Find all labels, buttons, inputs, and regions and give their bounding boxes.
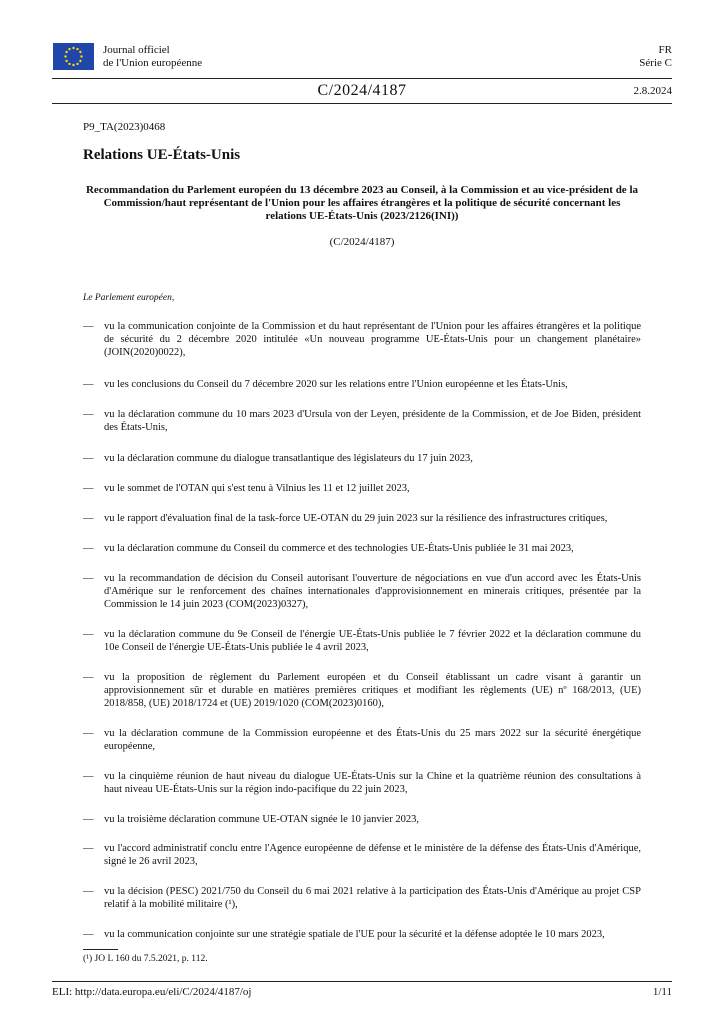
citation-item: — vu la déclaration commune du Conseil du commerce et des technologies UE-États-Unis publiée le 31 mai 2023,	[83, 543, 574, 554]
citation-item: — vu la communication conjointe sur une stratégie spatiale de l'UE pour la sécurité et la défense adoptée le 10 mars 2023,	[83, 929, 605, 940]
document-subtitle: Recommandation du Parlement européen du 13 décembre 2023 au Conseil, à la Commission et au vice-président de la Commission/haut représentant de l'Union pour les affaires étrangères et la politique de sécurité concernant les relations UE-États-Unis (2023/2126(INI))	[85, 184, 638, 222]
header-divider-bottom	[52, 103, 672, 104]
eli-link[interactable]: ELI: http://data.europa.eu/eli/C/2024/4187/oj	[52, 986, 252, 998]
citation-item: — vu la déclaration commune du dialogue transatlantique des législateurs du 17 juin 2023,	[83, 453, 473, 464]
document-heading: Relations UE-États-Unis	[83, 147, 241, 163]
series-label: Série C	[639, 57, 672, 69]
language-series	[639, 44, 672, 70]
citation-item: — vu la décision (PESC) 2021/750 du Conseil du 6 mai 2021 relative à la participation des États-Unis d'Amérique au projet CSP relatif à la mobilité militaire (¹),	[83, 886, 641, 910]
publication-date: 2.8.2024	[633, 85, 672, 97]
header-divider-top	[52, 78, 672, 79]
citation-item: — vu la communication conjointe de la Commission et du haut représentant de l'Union pour les affaires étrangères et la politique de sécurité du 2 décembre 2020 intitulée «Un nouveau programme UE-États-Unis pour un changement planétaire» (JOIN(2020)0022),	[83, 321, 641, 358]
citation-item: — vu la cinquième réunion de haut niveau du dialogue UE-États-Unis sur la Chine et la quatrième réunion des consultations à haut niveau UE-États-Unis sur la région indo-pacifique du 22 juin 2023,	[83, 771, 641, 795]
parliament-intro: Le Parlement européen,	[83, 293, 175, 303]
eu-flag-logo	[53, 43, 94, 70]
journal-title	[103, 44, 202, 70]
language-code: FR	[658, 44, 672, 56]
eu-stars-icon	[53, 43, 94, 70]
journal-title-line1: Journal officiel	[103, 44, 170, 56]
citation-item: — vu la proposition de règlement du Parlement européen et du Conseil établissant un cadre visant à garantir un approvisionnement sûr et durable en matières premières critiques et modifiant les règlements (UE) nº 168/2013, (UE) 2018/858, (UE) 2018/1724 et (UE) 2019/1020 (COM(2023)0160),	[83, 672, 641, 709]
footnote-divider	[83, 949, 118, 950]
page-number: 1/11	[652, 986, 672, 998]
document-number: (C/2024/4187)	[329, 236, 395, 248]
citation-item: — vu la déclaration commune du 10 mars 2023 d'Ursula von der Leyen, présidente de la Commission, et de Joe Biden, président des États-Unis,	[83, 409, 641, 433]
citation-item: — vu la troisième déclaration commune UE-OTAN signée le 10 janvier 2023,	[83, 814, 419, 825]
citation-item: — vu la recommandation de décision du Conseil autorisant l'ouverture de négociations en vue d'un accord avec les États-Unis d'Amérique sur le renforcement des chaînes internationales d'approvisionnement en minerais critiques, présentée par la Commission le 14 juin 2023 (COM(2023)0327),	[83, 573, 641, 610]
procedure-reference: P9_TA(2023)0468	[83, 121, 166, 133]
citation-item: — vu les conclusions du Conseil du 7 décembre 2020 sur les relations entre l'Union européenne et les États-Unis,	[83, 379, 568, 390]
footnote: (¹) JO L 160 du 7.5.2021, p. 112.	[83, 954, 208, 964]
document-id: C/2024/4187	[317, 82, 407, 99]
citation-item: — vu l'accord administratif conclu entre l'Agence européenne de défense et le ministère de la défense des États-Unis d'Amérique, signé le 26 avril 2023,	[83, 843, 641, 867]
citation-item: — vu le sommet de l'OTAN qui s'est tenu à Vilnius les 11 et 12 juillet 2023,	[83, 483, 410, 494]
citation-item: — vu la déclaration commune du 9e Conseil de l'énergie UE-États-Unis publiée le 7 février 2022 et la déclaration commune du 10e Conseil de l'énergie UE-États-Unis publiée le 4 avril 2023,	[83, 629, 641, 653]
journal-title-line2: de l'Union européenne	[103, 57, 203, 69]
citation-item: — vu le rapport d'évaluation final de la task-force UE-OTAN du 29 juin 2023 sur la résilience des infrastructures critiques,	[83, 513, 608, 524]
footer-divider	[52, 981, 672, 982]
citation-item: — vu la déclaration commune de la Commission européenne et des États-Unis du 25 mars 2022 sur la sécurité énergétique européenne,	[83, 728, 641, 752]
